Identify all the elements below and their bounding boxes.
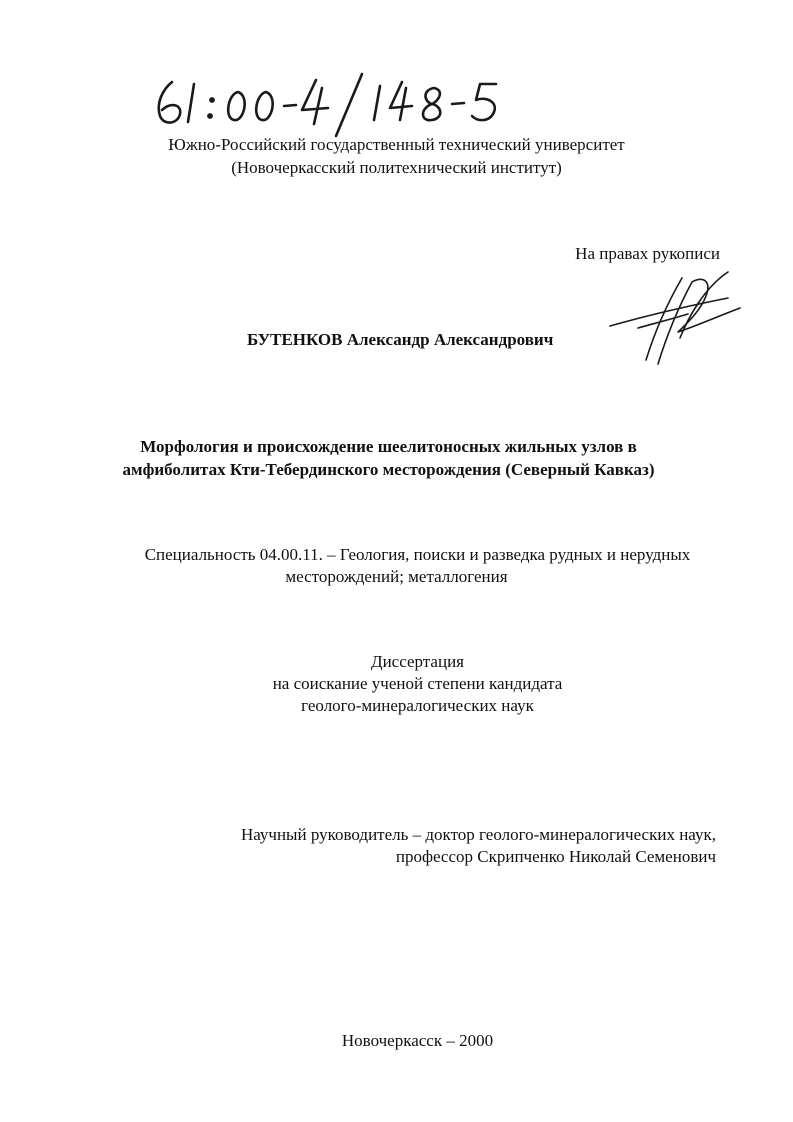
rights-notice: На правах рукописи [575, 244, 720, 263]
city-year: Новочеркасск – 2000 [341, 1031, 494, 1050]
author-signature [608, 268, 748, 368]
specialty-line-2: месторождений; металлогения [285, 567, 508, 586]
handwritten-code-drawing [150, 60, 530, 140]
signature-drawing [608, 268, 748, 368]
dissertation-title-line-2: амфиболитах Кти-Тебердинского месторождения (Северный Кавказ) [122, 460, 655, 479]
dissertation-title-line-1: Морфология и происхождение шеелитоносных жильных узлов в [140, 437, 637, 456]
supervisor-line-1: Научный руководитель – доктор геолого-минералогических наук, [240, 825, 716, 844]
dissertation-type: Диссертация [370, 652, 464, 671]
university-name: Южно-Российский государственный технический университет [168, 135, 625, 154]
author-name: БУТЕНКОВ Александр Александрович [247, 330, 554, 349]
degree-sought: на соискание ученой степени кандидата [272, 674, 563, 693]
specialty-line-1: Специальность 04.00.11. – Геология, поиски и разведка рудных и нерудных [144, 545, 691, 564]
supervisor-line-2: профессор Скрипченко Николай Семенович [395, 847, 716, 866]
degree-field: геолого-минералогических наук [301, 696, 534, 715]
institute-name: (Новочеркасский политехнический институт) [231, 158, 562, 177]
handwritten-archive-code [150, 60, 530, 140]
